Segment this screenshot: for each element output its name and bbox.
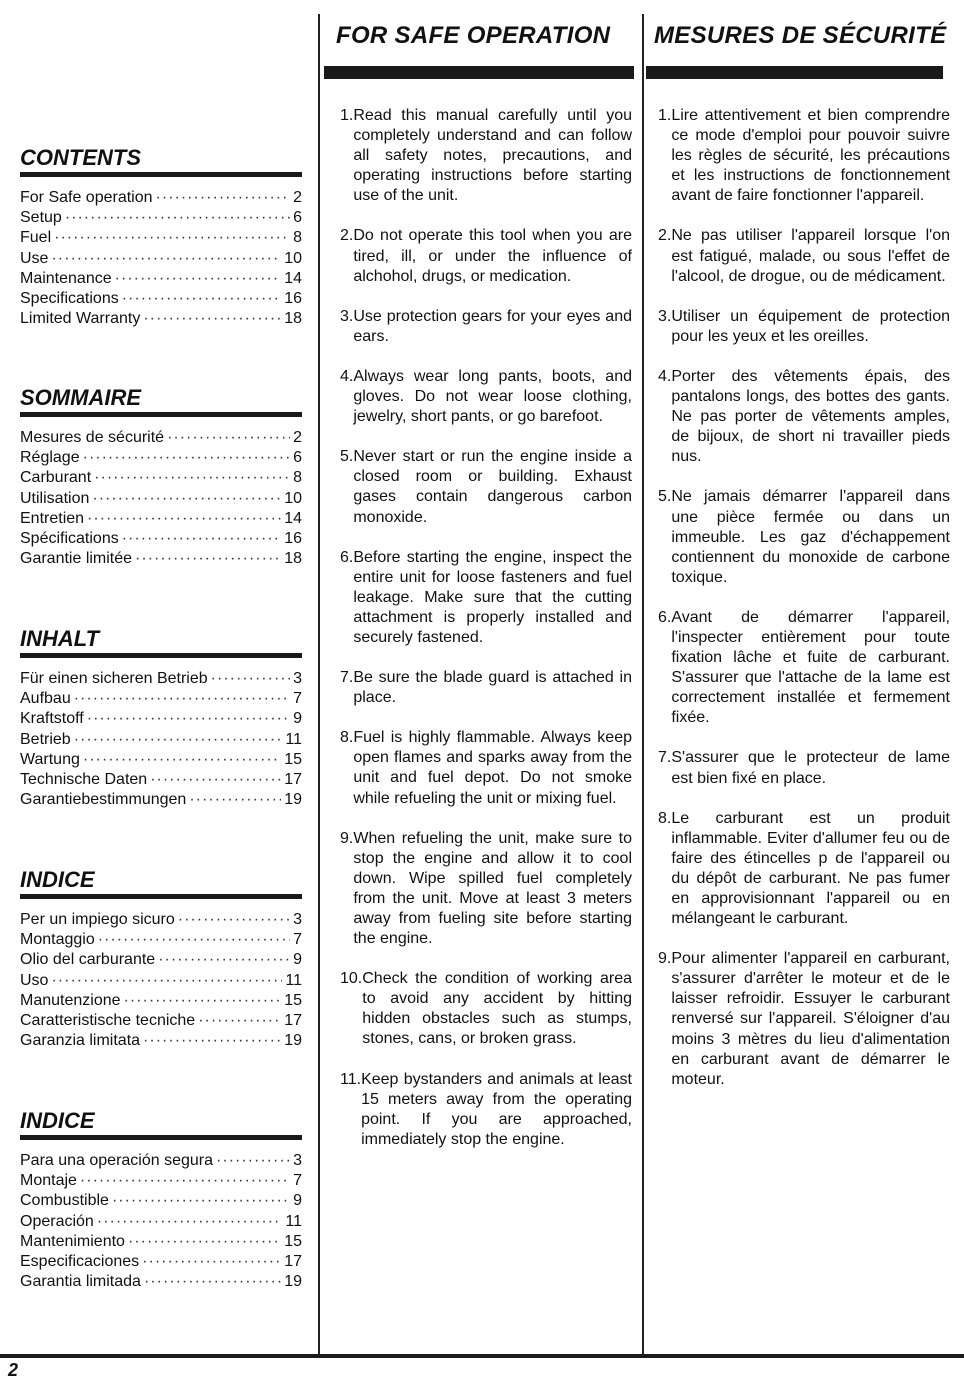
toc-leader-dots — [124, 991, 282, 1011]
rule-item — [658, 307, 950, 347]
toc-item — [20, 910, 302, 930]
toc-item-label: Betrieb — [20, 730, 71, 748]
toc-item — [20, 549, 302, 569]
french-title-bar — [646, 66, 943, 79]
footer-rule — [0, 1354, 964, 1358]
toc-leader-dots — [143, 1031, 281, 1051]
toc-leader-dots — [198, 1011, 281, 1031]
toc-leader-dots — [51, 249, 281, 269]
toc-item — [20, 1151, 302, 1171]
english-rules-list — [340, 106, 632, 1170]
toc-item-label: Wartung — [20, 750, 80, 768]
toc-item — [20, 1272, 302, 1292]
toc-item — [20, 971, 302, 991]
toc-leader-dots — [142, 1252, 281, 1272]
rule-item — [340, 728, 632, 808]
toc-item-page: 16 — [284, 290, 302, 308]
toc-item-label: Aufbau — [20, 690, 71, 708]
toc-leader-dots — [150, 770, 281, 790]
toc-item-page: 11 — [285, 971, 302, 989]
rule-item — [340, 226, 632, 286]
toc-leader-dots — [122, 529, 281, 549]
rule-item — [658, 949, 950, 1090]
rule-text: Le carburant est un produit inflammable. Eviter d'allumer feu ou de faire des étincelles p de l'appareil ou du dépôt de carburant. Ne pas fumer en approvisionnant l'appareil ou en mélangeant le carburant. — [671, 809, 950, 928]
toc-leader-dots — [97, 1212, 283, 1232]
toc-item-label: Especificaciones — [20, 1253, 140, 1271]
toc-item — [20, 468, 302, 488]
toc-item-label: Garantiebestimmungen — [20, 791, 187, 809]
toc-item-page: 7 — [293, 690, 302, 708]
rule-number: 9. — [658, 950, 672, 968]
toc-item-label: Carburant — [20, 469, 92, 487]
toc-item — [20, 228, 302, 248]
toc-item-label: Fuel — [20, 229, 52, 247]
toc-item — [20, 208, 302, 228]
toc-list — [20, 188, 302, 329]
toc-item — [20, 950, 302, 970]
toc-item-page: 18 — [284, 310, 302, 328]
rule-number: 2. — [340, 227, 354, 245]
rule-text: Utiliser un équipement de protection pour les yeux et les oreilles. — [671, 307, 950, 345]
toc-item-label: Montaje — [20, 1172, 77, 1190]
rule-text: Use protection gears for your eyes and ears. — [353, 307, 632, 345]
toc-item-page: 10 — [284, 249, 302, 267]
toc-item-label: Use — [20, 249, 49, 267]
english-title: FOR SAFE OPERATION — [336, 22, 611, 49]
toc-item-page: 14 — [284, 269, 302, 287]
toc-item-label: Operación — [20, 1212, 94, 1230]
rule-text: Do not operate this tool when you are tired, ill, or under the influence of alchohol, drugs, or medication. — [353, 227, 632, 285]
toc-item-page: 17 — [284, 1253, 302, 1271]
rule-text: Keep bystanders and animals at least 15 meters away from the operating point. If you are approached, immediately stop the engine. — [361, 1070, 632, 1148]
rule-number: 8. — [658, 809, 672, 827]
toc-item — [20, 269, 302, 289]
toc-item-page: 2 — [293, 429, 302, 446]
rule-text: Be sure the blade guard is attached in place. — [353, 669, 632, 707]
rule-text: Always wear long pants, boots, and gloves. Do not wear loose clothing, jewelry, short pants, or go barefoot. — [353, 367, 632, 426]
rule-item — [340, 548, 632, 648]
toc-item — [20, 309, 302, 329]
toc-section-indice-es — [20, 1108, 302, 1292]
rule-item — [658, 367, 950, 467]
toc-list — [20, 428, 302, 569]
toc-item-label: Olio del carburante — [20, 951, 156, 969]
toc-item-label: Technische Daten — [20, 771, 148, 789]
toc-list — [20, 669, 302, 810]
rule-text: When refueling the unit, make sure to stop the engine and allow it to cool down. Wipe spilled fuel completely from the unit. Move at least 3 meters away from fueling site before starting the engine. — [353, 829, 632, 948]
toc-leader-dots — [74, 730, 283, 750]
toc-item-label: Limited Warranty — [20, 310, 141, 328]
toc-item-label: Réglage — [20, 449, 80, 467]
toc-leader-dots — [167, 428, 290, 448]
french-title: MESURES DE SÉCURITÉ — [654, 22, 947, 49]
toc-item-page: 7 — [293, 931, 302, 949]
toc-item-label: Garantia limitada — [20, 1273, 141, 1291]
toc-item — [20, 489, 302, 509]
toc-leader-dots — [189, 790, 281, 810]
toc-section-sommaire — [20, 385, 302, 569]
rule-item — [658, 809, 950, 930]
toc-item — [20, 1011, 302, 1031]
toc-item — [20, 448, 302, 468]
rule-item — [658, 608, 950, 729]
rule-number: 8. — [340, 729, 354, 747]
toc-item-page: 3 — [293, 911, 302, 928]
toc-item-label: Garanzia limitata — [20, 1032, 141, 1050]
toc-list — [20, 910, 302, 1051]
toc-item — [20, 1191, 302, 1211]
toc-item-page: 6 — [293, 449, 302, 467]
rule-number: 6. — [658, 608, 672, 626]
toc-item-page: 8 — [293, 469, 302, 487]
toc-leader-dots — [83, 448, 290, 468]
toc-list — [20, 1151, 302, 1292]
toc-item — [20, 289, 302, 309]
toc-item-label: Spécifications — [20, 530, 119, 548]
toc-item-label: Mantenimiento — [20, 1232, 125, 1250]
rule-number: 7. — [658, 749, 672, 767]
toc-item-label: Setup — [20, 209, 62, 227]
toc-item-label: Caratteristische tecniche — [20, 1012, 196, 1030]
toc-leader-dots — [158, 950, 290, 970]
toc-leader-dots — [80, 1171, 290, 1191]
toc-item — [20, 669, 302, 689]
toc-item-label: Utilisation — [20, 489, 90, 507]
toc-item-page: 15 — [284, 750, 302, 768]
rule-text: Pour alimenter l'appareil en carburant, s'assurer d'arrêter le moteur et de le laisser refroidir. Essuyer le carburant renversé sur l'appareil. S'éloigner d'au moins 3 mètres du lieu d'alimentation en carburant avant de démarrer le moteur. — [671, 950, 950, 1088]
toc-leader-dots — [54, 228, 290, 248]
rule-text: Fuel is highly flammable. Always keep open flames and sparks away from the unit and fuel depot. Do not smoke while refueling the unit or mixing fuel. — [353, 729, 632, 807]
toc-item — [20, 428, 302, 448]
rule-text: Ne jamais démarrer l'appareil dans une pièce fermée ou dans un immeuble. Les gaz d'échappement contiennent du monoxide de carbone toxique. — [671, 488, 950, 586]
rule-number: 11. — [340, 1070, 362, 1088]
rule-number: 1. — [340, 107, 354, 124]
toc-leader-dots — [74, 689, 290, 709]
toc-heading: INHALT — [20, 626, 302, 658]
toc-item-label: Specifications — [20, 290, 119, 308]
rule-item — [340, 969, 632, 1049]
french-rules-list — [658, 106, 950, 1110]
toc-item — [20, 770, 302, 790]
toc-heading: INDICE — [20, 867, 302, 899]
toc-section-inhalt — [20, 626, 302, 810]
toc-item — [20, 1031, 302, 1051]
toc-item-label: Manutenzione — [20, 991, 121, 1009]
toc-leader-dots — [94, 468, 290, 488]
toc-leader-dots — [87, 709, 290, 729]
rule-item — [340, 668, 632, 708]
toc-leader-dots — [112, 1191, 290, 1211]
toc-section-indice-it — [20, 867, 302, 1051]
toc-leader-dots — [144, 1272, 281, 1292]
toc-leader-dots — [115, 269, 282, 289]
toc-item-label: Per un impiego sicuro — [20, 911, 175, 928]
rule-item — [340, 447, 632, 527]
toc-leader-dots — [135, 549, 281, 569]
toc-item — [20, 249, 302, 269]
toc-item-page: 3 — [293, 670, 302, 687]
toc-leader-dots — [128, 1232, 281, 1252]
toc-item-page: 9 — [293, 710, 302, 728]
toc-item-label: Uso — [20, 971, 49, 989]
toc-heading: SOMMAIRE — [20, 385, 302, 417]
toc-item — [20, 1171, 302, 1191]
rule-item — [658, 106, 950, 206]
toc-item — [20, 509, 302, 529]
toc-item-page: 7 — [293, 1172, 302, 1190]
rule-number: 1. — [658, 107, 672, 124]
toc-leader-dots — [122, 289, 281, 309]
toc-leader-dots — [87, 509, 281, 529]
toc-item-label: For Safe operation — [20, 189, 153, 206]
toc-leader-dots — [211, 669, 290, 689]
toc-item-label: Garantie limitée — [20, 550, 133, 568]
rule-text: Read this manual carefully until you completely understand and can follow all safety notes, precautions, and operating instructions before starting use of the unit. — [353, 107, 632, 205]
rule-number: 3. — [340, 307, 354, 325]
rule-text: Never start or run the engine inside a closed room or building. Exhaust gases contain dangerous carbon monoxide. — [353, 448, 632, 526]
toc-item-page: 17 — [284, 1012, 302, 1030]
rule-item — [340, 106, 632, 206]
english-title-bar — [324, 66, 634, 79]
toc-item-label: Montaggio — [20, 931, 95, 949]
toc-item-label: Kraftstoff — [20, 710, 84, 728]
rule-item — [340, 1070, 632, 1150]
toc-item-page: 6 — [293, 209, 302, 227]
toc-leader-dots — [98, 930, 290, 950]
toc-item — [20, 991, 302, 1011]
toc-item-label: Combustible — [20, 1192, 109, 1210]
toc-leader-dots — [51, 971, 282, 991]
rule-text: Before starting the engine, inspect the entire unit for loose fasteners and fuel leakage. Make sure that the cutting attachment is properly installed and securely fastened. — [353, 548, 632, 646]
toc-item — [20, 790, 302, 810]
rule-number: 6. — [340, 548, 354, 566]
toc-item-label: Für einen sicheren Betrieb — [20, 670, 208, 687]
rule-number: 3. — [658, 307, 672, 325]
toc-leader-dots — [143, 309, 281, 329]
toc-item — [20, 188, 302, 208]
rule-text: Ne pas utiliser l'appareil lorsque l'on est fatigué, malade, ou sous l'effet de l'alcool, de drogue, ou de médicament. — [671, 227, 950, 285]
toc-item-label: Entretien — [20, 509, 85, 527]
toc-item — [20, 750, 302, 770]
toc-item — [20, 930, 302, 950]
toc-item-page: 9 — [293, 951, 302, 969]
toc-item-page: 14 — [284, 509, 302, 527]
toc-leader-dots — [156, 188, 291, 208]
page-number: 2 — [8, 1360, 19, 1380]
toc-leader-dots — [65, 208, 290, 228]
toc-item — [20, 529, 302, 549]
toc-item-page: 11 — [285, 1212, 302, 1230]
toc-item-page: 3 — [293, 1152, 302, 1169]
rule-number: 4. — [340, 367, 354, 385]
toc-item-page: 16 — [284, 530, 302, 548]
toc-item — [20, 730, 302, 750]
column-divider-left — [318, 14, 320, 1354]
rule-number: 2. — [658, 227, 672, 245]
toc-leader-dots — [216, 1151, 290, 1171]
toc-item-page: 2 — [293, 189, 302, 206]
toc-heading: INDICE — [20, 1108, 302, 1140]
toc-item — [20, 1252, 302, 1272]
rule-item — [340, 829, 632, 950]
toc-item-label: Maintenance — [20, 269, 112, 287]
rule-text: Porter des vêtements épais, des pantalons longs, des bottes des gants. Ne pas porter de vêtements amples, de bijoux, de short ni travailler pieds nus. — [671, 367, 950, 466]
toc-leader-dots — [178, 910, 290, 930]
toc-item-page: 9 — [293, 1192, 302, 1210]
rule-text: S'assurer que le protecteur de lame est bien fixé en place. — [671, 749, 950, 787]
toc-item-page: 19 — [284, 1273, 302, 1291]
rule-text: Avant de démarrer l'appareil, l'inspecter entièrement pour toute fixation lâche et fuite de carburant. S'assurer que l'attache de la lame est correctement installée et fermement fixée. — [671, 608, 950, 727]
toc-section-contents — [20, 145, 302, 329]
rule-number: 5. — [340, 448, 354, 466]
rule-text: Check the condition of working area to avoid any accident by hitting hidden obstacles such as stumps, stones, cans, or broken grass. — [362, 970, 632, 1048]
toc-item — [20, 709, 302, 729]
toc-item-page: 11 — [285, 730, 302, 748]
rule-item — [658, 226, 950, 286]
toc-item — [20, 1232, 302, 1252]
column-divider-right — [642, 14, 644, 1354]
toc-item-page: 15 — [284, 1232, 302, 1250]
toc-heading: CONTENTS — [20, 145, 302, 177]
toc-item-label: Mesures de sécurité — [20, 429, 165, 446]
rule-number: 9. — [340, 829, 354, 847]
rule-item — [658, 748, 950, 788]
rule-number: 7. — [340, 669, 354, 687]
toc-item-page: 10 — [284, 489, 302, 507]
rule-number: 5. — [658, 488, 672, 506]
toc-item-page: 18 — [284, 550, 302, 568]
toc-item — [20, 1212, 302, 1232]
toc-leader-dots — [92, 489, 281, 509]
toc-item-page: 19 — [284, 791, 302, 809]
rule-text: Lire attentivement et bien comprendre ce mode d'emploi pour pouvoir suivre les règles de sécurité, les précautions et les instructions de fonctionnement avant de faire fonctionner l'appareil. — [671, 107, 950, 205]
rule-item — [658, 487, 950, 587]
toc-item-page: 19 — [284, 1032, 302, 1050]
rule-number: 4. — [658, 367, 672, 385]
rule-item — [340, 307, 632, 347]
toc-item-page: 15 — [284, 991, 302, 1009]
toc-item-page: 8 — [293, 229, 302, 247]
rule-item — [340, 367, 632, 427]
rule-number: 10. — [340, 970, 363, 988]
toc-item-page: 17 — [284, 771, 302, 789]
toc-item-label: Para una operación segura — [20, 1152, 214, 1169]
toc-leader-dots — [83, 750, 281, 770]
toc-item — [20, 689, 302, 709]
